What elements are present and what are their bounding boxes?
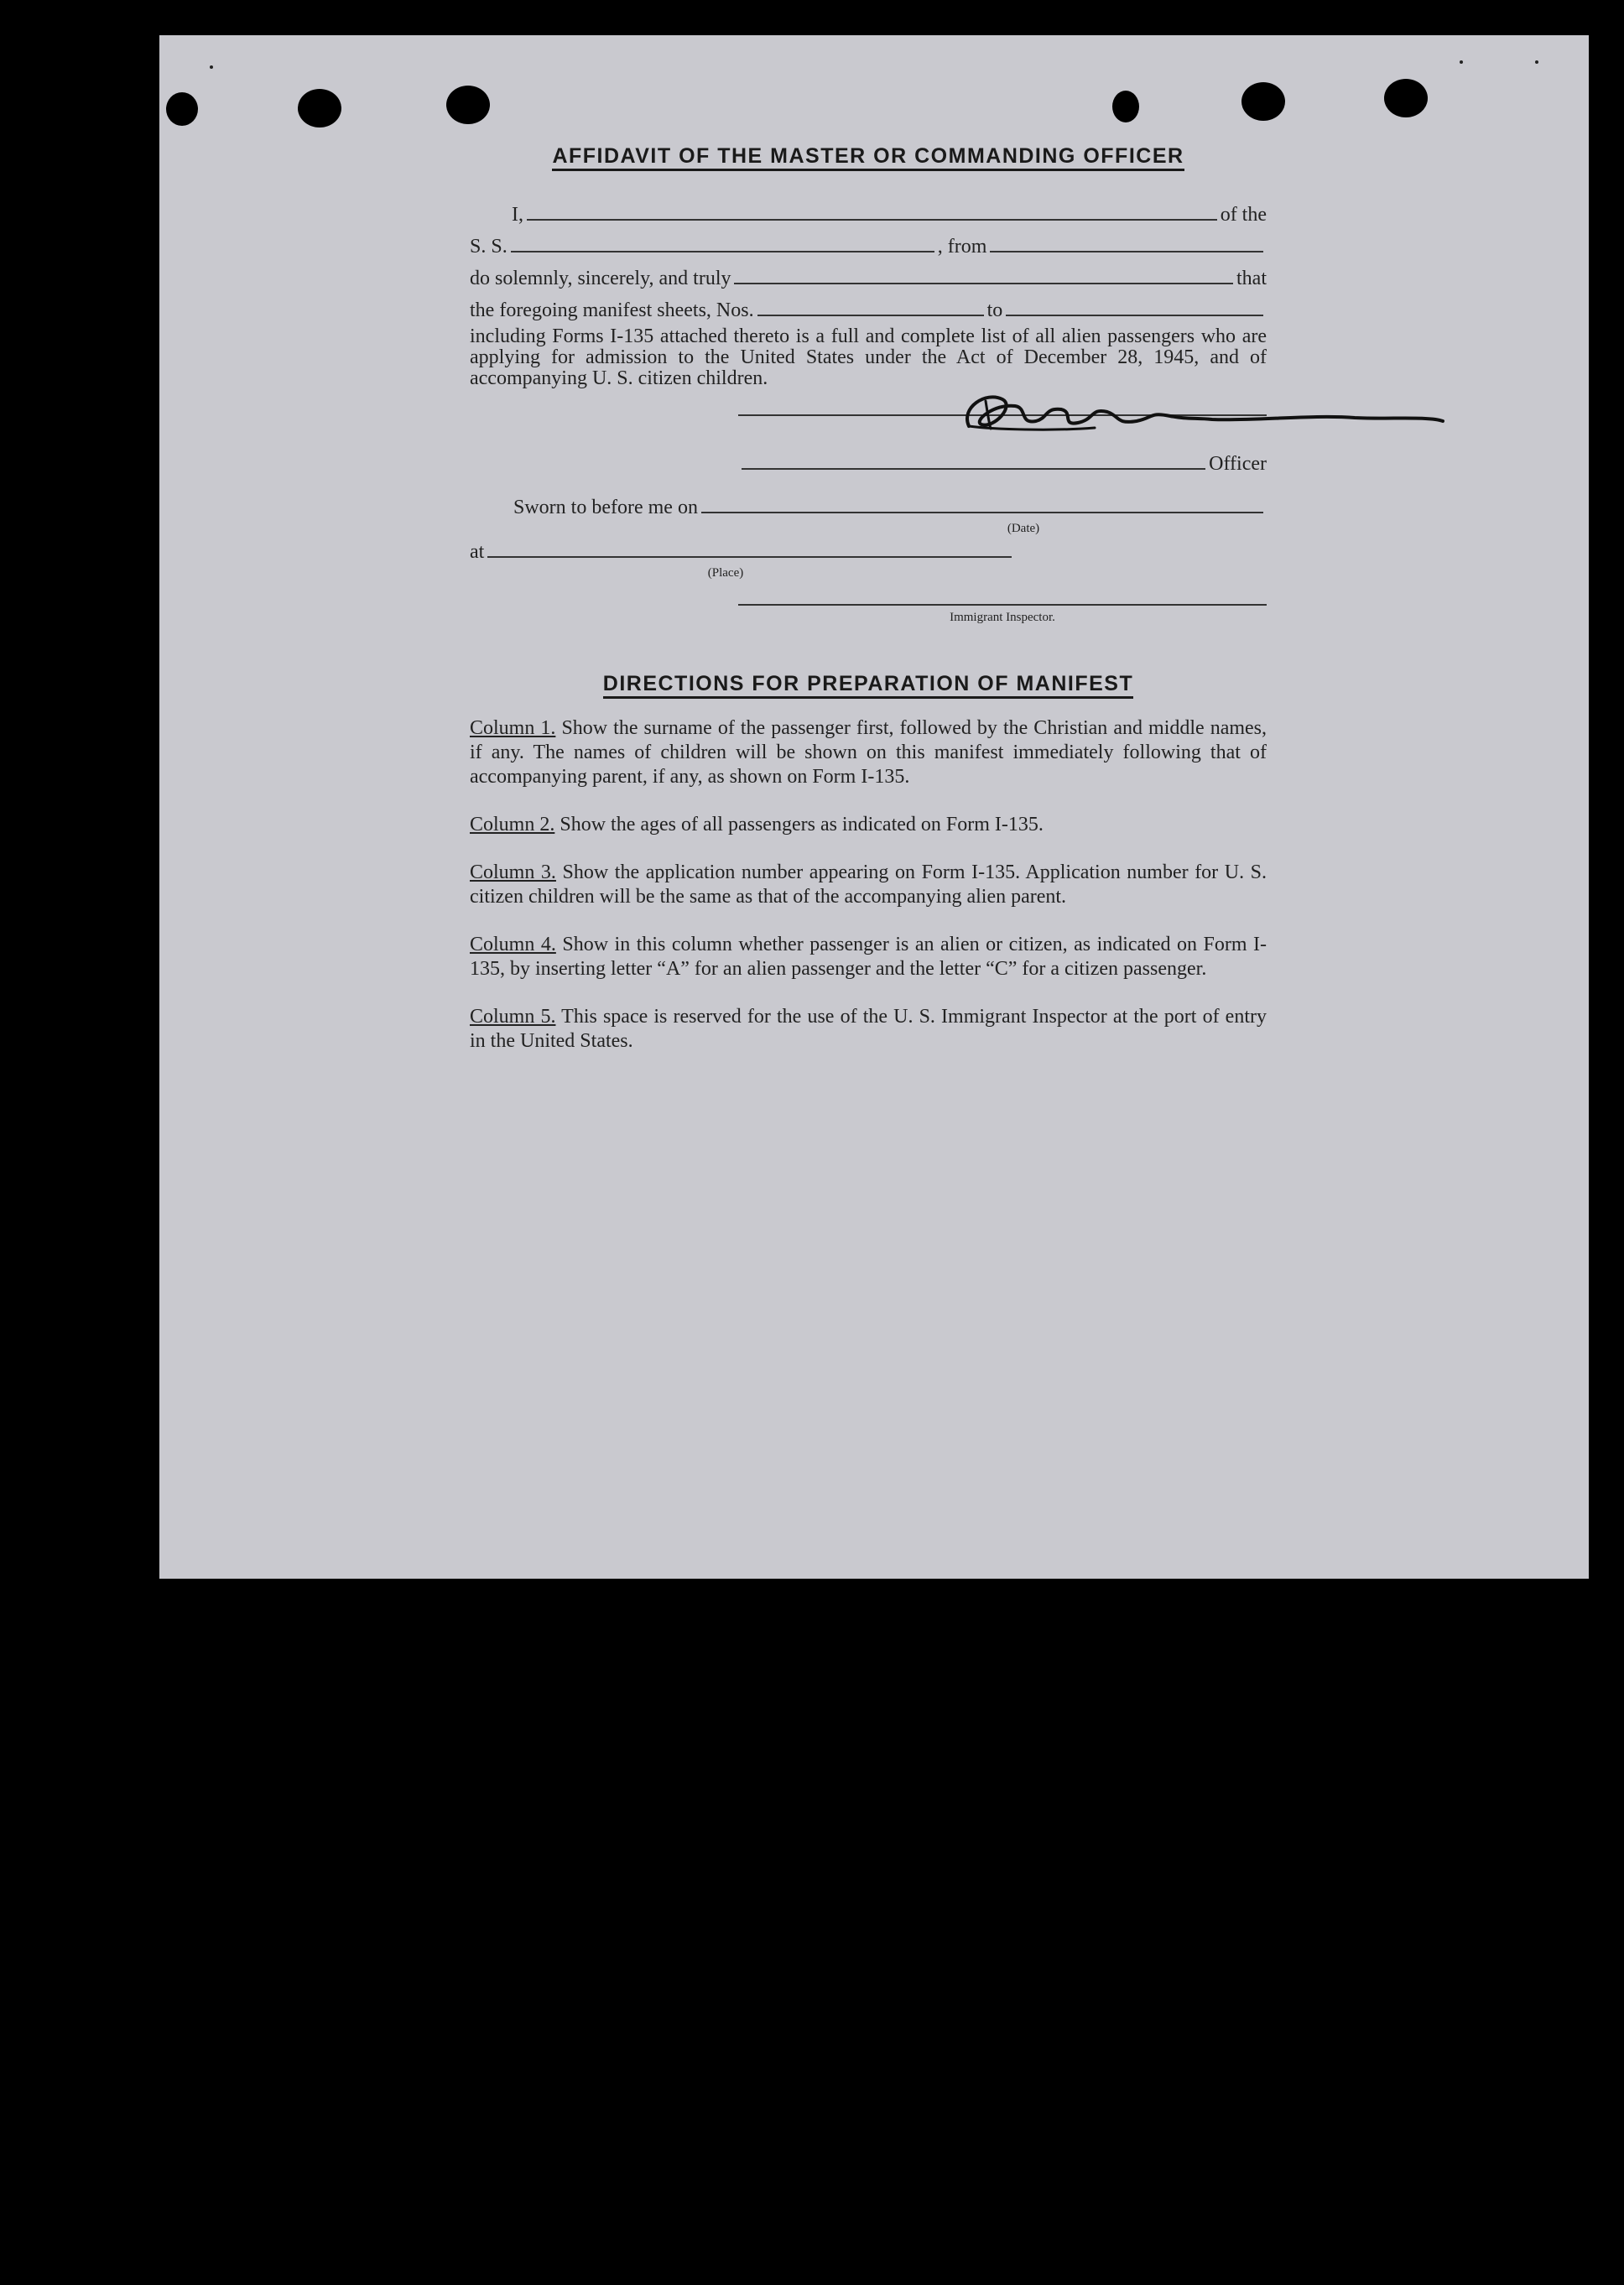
line2-mid: , from — [937, 236, 987, 258]
date-field[interactable] — [701, 497, 1263, 513]
direction-text: This space is reserved for the use of the U. S. Immigrant Inspector at the port of entry in the United States. — [470, 1006, 1267, 1052]
document-page — [159, 35, 1589, 1579]
line2-prefix: S. S. — [470, 236, 508, 258]
line-solemnly — [470, 268, 1267, 299]
place-caption: (Place) — [707, 566, 744, 580]
line4-prefix: the foregoing manifest sheets, Nos. — [470, 299, 754, 321]
line1-prefix: I, — [512, 204, 523, 226]
line4-mid: to — [986, 299, 1003, 321]
direction-label: Column 3. — [470, 861, 556, 883]
master-name-field[interactable] — [527, 204, 1217, 221]
directions-title-text: DIRECTIONS FOR PREPARATION OF MANIFEST — [603, 672, 1133, 699]
direction-text: Show the ages of all passengers as indicated on Form I-135. — [560, 814, 1044, 835]
line-officer — [470, 453, 1267, 485]
sheet-from-field[interactable] — [757, 299, 984, 316]
speck — [1460, 60, 1463, 64]
punch-hole — [1112, 91, 1139, 122]
punch-hole — [166, 92, 198, 126]
form-content — [470, 144, 1267, 1077]
directions-section — [470, 672, 1267, 1054]
line1-suffix: of the — [1220, 204, 1267, 226]
direction-label: Column 4. — [470, 934, 556, 955]
officer-field[interactable] — [742, 453, 1205, 470]
inspector-caption: Immigrant Inspector. — [950, 611, 1055, 624]
line-sworn — [470, 497, 1267, 522]
punch-hole — [446, 86, 490, 124]
direction-text: Show the surname of the passenger first, followed by the Christian and middle names, if any. The names of children will be shown on this manifest immediately following that of accompanying parent, if any, as shown on Form I-135. — [470, 717, 1267, 788]
direction-item — [470, 716, 1267, 789]
affidavit-title-text: AFFIDAVIT OF THE MASTER OR COMMANDING OFFICER — [552, 144, 1184, 171]
handwritten-signature — [935, 366, 1447, 450]
ship-name-field[interactable] — [511, 236, 934, 252]
line-ship — [470, 236, 1267, 268]
directions-title — [470, 672, 1267, 696]
affidavit-paragraph: including Forms I-135 attached thereto is a full and complete list of all alien passengers who are applying for admission to the United States under the Act of December 28, 1945, and of accompanying U. S. citizen children. — [470, 325, 1267, 389]
from-port-field[interactable] — [990, 236, 1263, 252]
direction-item — [470, 933, 1267, 981]
oath-field[interactable] — [734, 268, 1233, 284]
direction-item — [470, 813, 1267, 837]
at-label: at — [470, 541, 485, 563]
place-field[interactable] — [487, 541, 1012, 558]
direction-item — [470, 1005, 1267, 1054]
punch-hole — [1384, 79, 1428, 117]
date-caption: (Date) — [1007, 522, 1040, 535]
inspector-signature-line[interactable] — [738, 604, 1267, 606]
direction-text: Show the application number appearing on Form I-135. Application number for U. S. citizen children will be the same as that of the accompanying alien parent. — [470, 861, 1267, 908]
line3-suffix: that — [1236, 268, 1267, 289]
sworn-label: Sworn to before me on — [513, 497, 698, 518]
line3-prefix: do solemnly, sincerely, and truly — [470, 268, 731, 289]
direction-label: Column 1. — [470, 717, 556, 739]
direction-label: Column 2. — [470, 814, 555, 835]
speck — [1535, 60, 1538, 64]
sheet-to-field[interactable] — [1006, 299, 1263, 316]
punch-hole — [1241, 82, 1285, 121]
direction-item — [470, 861, 1267, 909]
punch-hole — [298, 89, 341, 128]
line-place — [470, 541, 1267, 566]
signature-area — [470, 389, 1267, 448]
direction-label: Column 5. — [470, 1006, 556, 1028]
speck — [210, 65, 213, 69]
line-master-name — [470, 204, 1267, 236]
direction-text: Show in this column whether passenger is an alien or citizen, as indicated on Form I-135, by inserting letter “A” for an alien passenger and the letter “C” for a citizen passenger. — [470, 934, 1267, 980]
affidavit-title — [470, 144, 1267, 169]
officer-label: Officer — [1209, 453, 1267, 475]
